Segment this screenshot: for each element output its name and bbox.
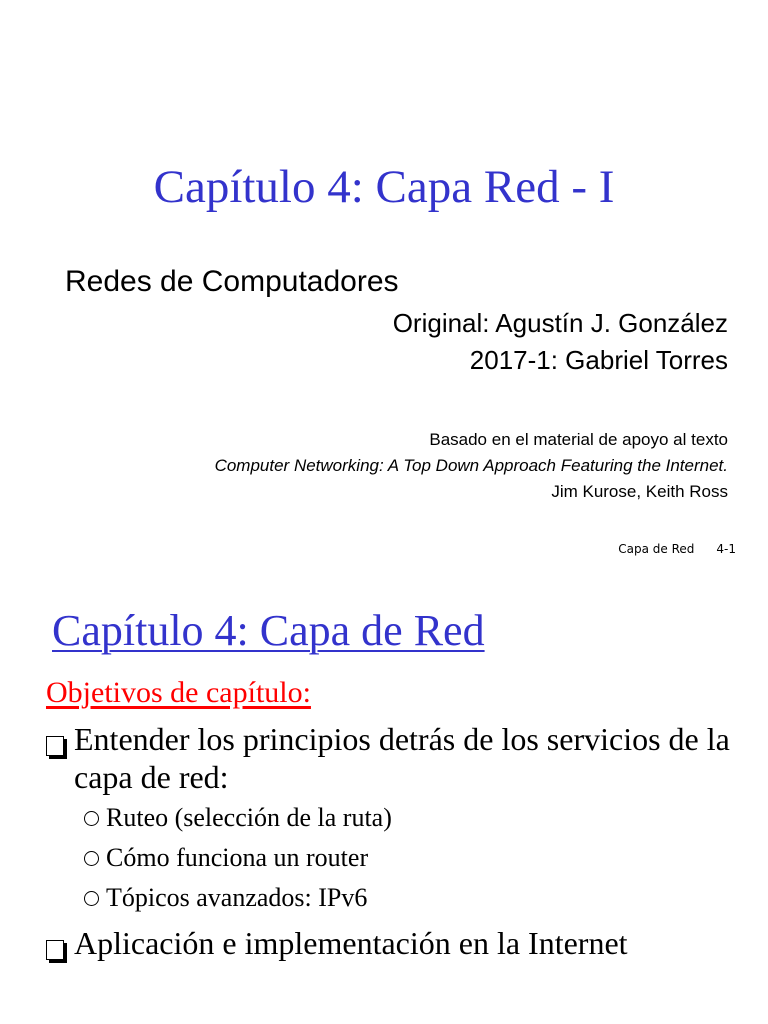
slide-title-heading: Capítulo 4: Capa Red - I — [153, 161, 615, 213]
list-item — [84, 878, 746, 918]
sub-bullet-text: Tópicos avanzados: IPv6 — [106, 883, 368, 912]
objectives-heading: Objetivos de capítulo: — [46, 676, 311, 709]
bullet-text: Aplicación e implementación en la Internet — [74, 925, 628, 961]
course-name: Redes de Computadores — [65, 265, 399, 298]
sub-bullet-text: Cómo funciona un router — [106, 843, 369, 872]
slide-footer — [618, 542, 736, 556]
sub-bullet-text: Ruteo (selección de la ruta) — [106, 803, 392, 832]
list-item — [46, 924, 746, 968]
footer-label: Capa de Red — [618, 542, 695, 556]
circle-bullet-icon — [84, 851, 99, 866]
based-on-text: Basado en el material de apoyo al texto — [429, 430, 728, 449]
bullet-text: Entender los principios detrás de los servicios de la capa de red: — [74, 721, 730, 795]
list-item — [84, 838, 746, 878]
footer-page-number: 4-1 — [716, 542, 736, 556]
circle-bullet-icon — [84, 811, 99, 826]
list-item — [84, 798, 746, 838]
slide-objectives-heading: Capítulo 4: Capa de Red — [52, 606, 485, 655]
circle-bullet-icon — [84, 891, 99, 906]
book-title: Computer Networking: A Top Down Approach Featuring the Internet. — [214, 456, 728, 475]
slide-objectives — [0, 580, 768, 1024]
square-shadow-bullet-icon — [46, 924, 74, 968]
list-item — [46, 720, 746, 796]
revision-author: 2017-1: Gabriel Torres — [469, 345, 728, 375]
book-authors: Jim Kurose, Keith Ross — [551, 482, 728, 501]
square-shadow-bullet-icon — [46, 720, 74, 796]
original-author: Original: Agustín J. González — [392, 308, 728, 338]
objectives-list — [46, 720, 746, 968]
